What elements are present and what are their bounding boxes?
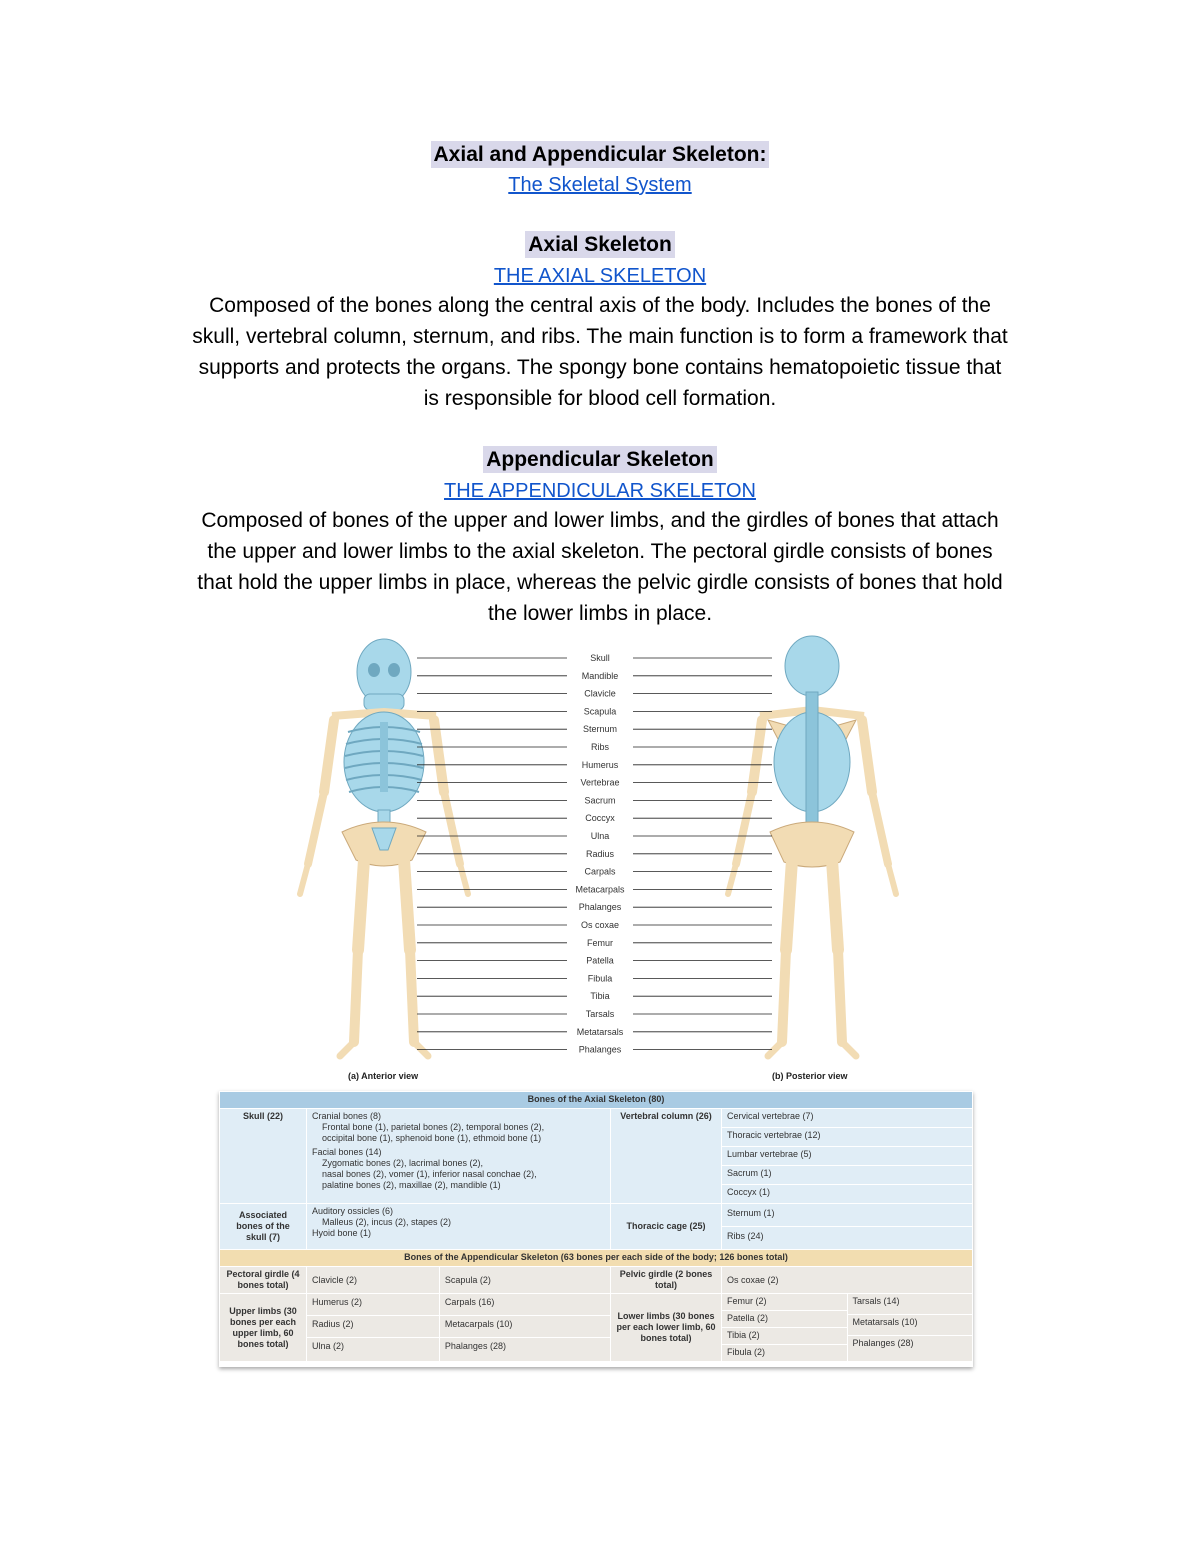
lower-col2	[848, 1294, 973, 1361]
pectoral-label: Pectoral girdle (4 bones total)	[220, 1267, 307, 1294]
bone-label: Patella	[586, 955, 614, 966]
bone-label: Skull	[590, 653, 610, 663]
skull-contents	[307, 1109, 611, 1204]
pectoral-item: Scapula (2)	[439, 1267, 610, 1294]
lower-item: Fibula (2)	[727, 1347, 766, 1357]
upper-item: Metacarpals (10)	[440, 1316, 610, 1338]
axial-description	[0, 290, 1200, 414]
appendicular-description	[0, 505, 1200, 629]
posterior-vertebral-column	[806, 692, 818, 842]
axial-skeleton-link[interactable]: THE AXIAL SKELETON	[493, 265, 707, 287]
bone-label: Os coxae	[580, 920, 620, 930]
axial-table-header: Bones of the Axial Skeleton (80)	[220, 1092, 973, 1109]
lower-item: Tarsals (14)	[848, 1294, 973, 1315]
anterior-caption: (a) Anterior view	[348, 1071, 419, 1081]
cranial-detail: occipital bone (1), sphenoid bone (1), ethmoid bone (1)	[322, 1133, 542, 1143]
anterior-eye-socket	[388, 663, 400, 677]
upper-item: Ulna (2)	[312, 1341, 345, 1351]
skeleton-figure	[212, 632, 988, 1084]
facial-detail: Zygomatic bones (2), lacrimal bones (2),	[322, 1158, 484, 1168]
thoracic-item: Sternum (1)	[722, 1204, 972, 1227]
bone-label: Tarsals	[585, 1009, 615, 1019]
appendicular-table-header: Bones of the Appendicular Skeleton (63 bones per each side of the body; 126 bones total)	[220, 1250, 973, 1267]
pectoral-item: Clavicle (2)	[307, 1267, 440, 1294]
lower-item: Metatarsals (10)	[848, 1315, 973, 1336]
axial-link-block	[0, 265, 1200, 288]
appendicular-link-block	[0, 480, 1200, 503]
anterior-eye-socket	[368, 663, 380, 677]
appendicular-skeleton-link[interactable]: THE APPENDICULAR SKELETON	[444, 480, 756, 502]
axial-heading: Axial Skeleton	[525, 231, 675, 258]
axial-line: skull, vertebral column, sternum, and ribs. The main function is to form a framework that	[192, 325, 1008, 348]
posterior-legs	[768, 860, 856, 1056]
lower-cols	[722, 1294, 973, 1362]
bone-label: Humerus	[581, 759, 619, 770]
auditory-detail: Malleus (2), incus (2), stapes (2)	[322, 1217, 452, 1227]
lower-item: Femur (2)	[722, 1294, 847, 1311]
vertebral-label: Vertebral column (26)	[611, 1109, 722, 1204]
bone-label: Carpals	[584, 866, 616, 877]
upper-item: Radius (2)	[307, 1316, 439, 1338]
appendicular-heading-block	[0, 448, 1200, 472]
vertebral-item: Thoracic vertebrae (12)	[722, 1128, 972, 1147]
upper-col2	[439, 1294, 610, 1362]
bone-label: Tibia	[590, 991, 610, 1002]
lower-item: Phalanges (28)	[852, 1338, 914, 1348]
lower-limbs-label: Lower limbs (30 bones per each lower limb, 60 bones total)	[611, 1294, 722, 1362]
page-title-block	[0, 143, 1200, 167]
thoracic-label: Thoracic cage (25)	[611, 1204, 722, 1250]
upper-item: Phalanges (28)	[444, 1341, 506, 1351]
vertebral-item: Lumbar vertebrae (5)	[722, 1147, 972, 1166]
posterior-caption: (b) Posterior view	[772, 1071, 848, 1081]
bone-label: Radius	[585, 848, 615, 859]
axial-line: is responsible for blood cell formation.	[423, 387, 777, 410]
vertebral-items	[722, 1109, 973, 1204]
anterior-skeleton	[300, 639, 468, 1056]
bone-label: Ulna	[590, 831, 610, 841]
bone-label: Mandible	[581, 670, 619, 681]
anterior-legs	[340, 860, 428, 1056]
figure-labels	[417, 653, 772, 1055]
appendicular-line: the lower limbs in place.	[487, 602, 713, 625]
skeletal-system-link[interactable]: The Skeletal System	[508, 174, 692, 196]
cranial-bones: Cranial bones (8)	[312, 1111, 382, 1121]
facial-detail: nasal bones (2), vomer (1), inferior nasal conchae (2),	[322, 1169, 537, 1179]
axial-line: Composed of the bones along the central axis of the body. Includes the bones of the	[209, 294, 991, 317]
bone-label: Ribs	[590, 742, 610, 752]
appendicular-line: that hold the upper limbs in place, whereas the pelvic girdle consists of bones that hold	[197, 571, 1003, 594]
bone-label: Sacrum	[584, 795, 616, 806]
thoracic-items	[722, 1204, 973, 1250]
bone-label: Fibula	[587, 973, 613, 984]
upper-limbs-label: Upper limbs (30 bones per each upper limb, 60 bones total)	[220, 1294, 307, 1362]
posterior-pelvis	[770, 822, 854, 867]
lower-item: Patella (2)	[722, 1311, 847, 1328]
facial-detail: palatine bones (2), maxillae (2), mandible (1)	[322, 1180, 501, 1190]
hyoid-bone: Hyoid bone (1)	[312, 1228, 372, 1238]
bone-label: Sternum	[582, 724, 618, 735]
pelvic-item: Os coxae (2)	[722, 1267, 973, 1294]
upper-col1	[307, 1294, 440, 1362]
vertebral-item: Coccyx (1)	[727, 1187, 771, 1197]
pelvic-label: Pelvic girdle (2 bones total)	[611, 1267, 722, 1294]
vertebral-item: Cervical vertebrae (7)	[722, 1109, 972, 1128]
bone-label: Phalanges	[578, 902, 622, 913]
bone-label: Metatarsals	[576, 1026, 624, 1037]
bone-label: Clavicle	[584, 688, 616, 699]
appendicular-line: the upper and lower limbs to the axial skeleton. The pectoral girdle consists of bones	[207, 540, 993, 563]
auditory-ossicles: Auditory ossicles (6)	[312, 1206, 394, 1216]
bone-label: Metacarpals	[575, 884, 625, 895]
bones-table	[219, 1091, 973, 1367]
bone-label: Vertebrae	[580, 777, 620, 788]
associated-label: Associated bones of the skull (7)	[220, 1204, 307, 1250]
anterior-sternum	[380, 722, 388, 792]
posterior-skeleton	[728, 636, 896, 1056]
facial-bones: Facial bones (14)	[312, 1147, 382, 1157]
bone-label: Femur	[586, 937, 614, 948]
lower-col1	[722, 1294, 848, 1361]
upper-item: Humerus (2)	[307, 1294, 439, 1316]
page-title: Axial and Appendicular Skeleton:	[431, 141, 770, 168]
appendicular-heading: Appendicular Skeleton	[483, 446, 717, 473]
bone-label: Phalanges	[578, 1044, 622, 1055]
skull-label: Skull (22)	[220, 1109, 307, 1204]
bone-label: Scapula	[583, 706, 617, 717]
lower-item: Tibia (2)	[722, 1328, 847, 1345]
thoracic-item: Ribs (24)	[727, 1231, 764, 1241]
axial-heading-block	[0, 233, 1200, 257]
cranial-detail: Frontal bone (1), parietal bones (2), temporal bones (2),	[322, 1122, 545, 1132]
bone-label: Coccyx	[585, 813, 615, 824]
vertebral-item: Sacrum (1)	[722, 1166, 972, 1185]
upper-item: Carpals (16)	[440, 1294, 610, 1316]
associated-contents	[307, 1204, 611, 1250]
appendicular-line: Composed of bones of the upper and lower limbs, and the girdles of bones that attach	[201, 509, 999, 532]
axial-line: supports and protects the organs. The spongy bone contains hematopoietic tissue that	[198, 356, 1002, 379]
title-link-block	[0, 174, 1200, 197]
anterior-mandible	[364, 694, 404, 710]
posterior-skull	[785, 636, 839, 696]
